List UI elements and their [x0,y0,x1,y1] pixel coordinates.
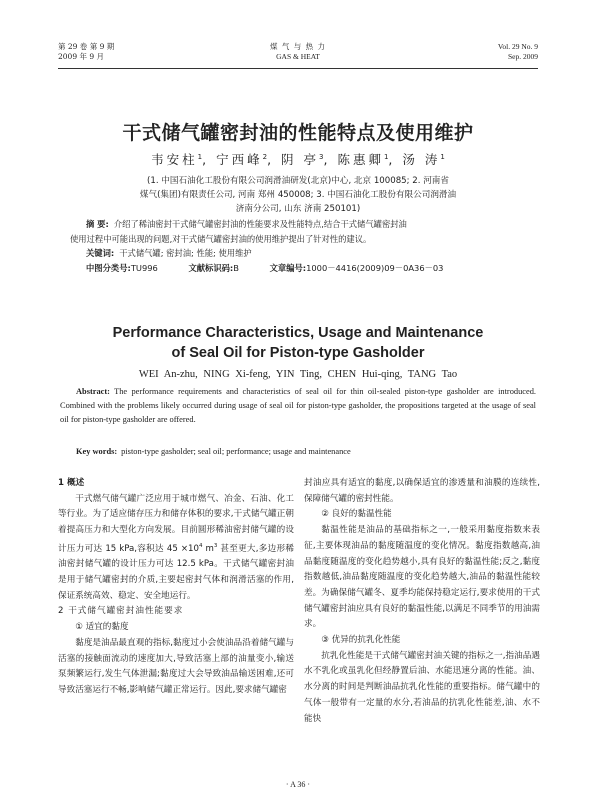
subsection-heading: ② 良好的黏温性能 [321,509,392,520]
date-cn: 2009 年 9 月 [58,52,105,61]
abstract-cn-line: 摘 要: 介绍了稀油密封干式储气罐密封油的性能要求及性能特点,结合干式储气罐密封油 [86,219,407,229]
authors-en: WEI An-zhu, NING Xi-feng, YIN Ting, CHEN Hui-qing, TANG Tao [138,369,458,380]
volume-issue-en: Vol. 29 No. 9 [497,42,538,51]
affiliation-line: 煤气(集团)有限责任公司, 河南 郑州 450008; 3. 中国石油化工股份有限公司润滑油 [139,190,457,200]
classification-row [86,261,518,276]
paragraph: 抗乳化性能是干式储气罐密封油关键的指标之一,指油品遇水不乳化或虽乳化但经静置后油、水能迅速分离的性能。油、水分离的时间是判断油品抗乳化性能的重要指标。储气罐中的气体一般带有一定量的水分,若油品的抗乳化性能差,油、水不能快 [304,650,540,724]
section-heading-1: 1 概述 [58,478,85,488]
author-cn-3: 阴 亭$^3$ [281,152,324,167]
body-column-right [304,476,540,727]
keywords-cn-label: 关键词: [86,248,115,258]
abstract-en-label: Abstract: [76,387,110,396]
author-cn-5: 汤 涛$^1$ [402,152,445,167]
abstract-cn-block [70,217,518,275]
subsection-heading: ③ 优异的抗乳化性能 [321,635,401,646]
paragraph: 干式燃气储气罐广泛应用于城市燃气、冶金、石油、化工等行业。为了适应储存压力和储存体积的要求,干式储气罐正朝着提高压力和大型化方向发展。目前圆形稀油密封储气罐的设计压力可达 15 kPa,容积达 $45 \times 10^4$ $m^3$ 甚至更大,多边形稀油密封储气罐的设计压力可达 12.5 kPa。干式储气罐密封油是用于储气罐密封的介质,主要起密封气体和润滑活塞的作用,保证系统高效、稳定、安全地运行。 [58,493,294,601]
running-header [58,40,538,70]
abstract-en [60,385,536,427]
section-heading-2: 2 干式储气罐密封油性能要求 [58,606,184,617]
author-cn-4: 陈惠卿$^1$ [337,152,389,167]
journal-name-en: GAS & HEAT [276,52,320,61]
author-cn-1: 韦安柱$^1$ [151,152,203,167]
abstract-cn-label: 摘 要: [86,219,109,229]
keywords-en: Key words: piston-type gasholder; seal oil; performance; usage and maintenance [76,447,351,456]
clc-number: 中图分类号:TU996 [86,262,158,273]
paragraph: 黏温性能是油品的基础指标之一,一般采用黏度指数来表征,主要体现油品的黏度随温度的变化情况。黏度指数越高,油品黏度随温度的变化趋势越小,具有良好的黏温性能;反之,黏度指数越低,油品黏度随温度的变化趋势越大,油品的黏温性能较差。为确保储气罐冬、夏季均能保持稳定运行,要求使用的干式储气罐密封油应具有良好的黏温性能,以满足不同季节的用油需求。 [304,525,540,630]
author-cn-2: 宁西峰$^2$ [216,152,268,167]
date-en: Sep. 2009 [508,52,538,61]
paper-title-en: Performance Characteristics, Usage and Maintenance of Seal Oil for Piston-type Gasholder [112,325,484,361]
affiliation-line: (1. 中国石油化工股份有限公司润滑油研发(北京)中心, 北京 100085; 2. 河南省 [147,176,449,186]
abstract-cn-line: 使用过程中可能出现的问题,对干式储气罐密封油的使用维护提出了针对性的建议。 [70,233,372,244]
body-column-left [58,476,294,699]
subsection-heading: ① 适宜的黏度 [75,622,129,633]
paper-title-cn: 干式储气罐密封油的性能特点及使用维护 [122,122,474,144]
abstract-en-text: The performance requirements and characteristics of seal oil for thin oil-sealed piston-type gasholder are introduced. Combined with the problems likely occurred during usage of seal oil for piston-type gasholder, the propositions targeted at the usage of seal oil for piston-type gasholder are offered. [60,387,536,424]
keywords-en-label: Key words: [76,447,118,456]
keywords-cn: 关键词: 干式储气罐; 密封油; 性能; 使用维护 [86,248,252,258]
journal-name-cn: 煤 气 与 热 力 [269,42,327,51]
article-number: 文章编号:1000－4416(2009)09－0A36－03 [269,262,444,273]
header-center [58,42,538,62]
header-rule [58,68,538,69]
authors-cn: 韦安柱$^1$, 宁西峰$^2$, 阴 亭$^3$, 陈惠卿$^1$, 汤 涛$^1$ [151,152,445,167]
header-right [498,42,538,62]
affiliations-cn [70,174,526,216]
paragraph: 黏度是油品最直观的指标,黏度过小会使油品沿着储气罐与活塞的接触面流动的速度加大,导致活塞上部的油量变小,输送泵频繁运行,发生气体泄漏;黏度过大会导致油品输送困难,还可导致活塞运行不畅,影响储气罐正常运行。因此,要求储气罐密 [58,637,294,695]
document-code: 文献标识码:B [188,262,239,273]
affiliation-line: 济南分公司, 山东 济南 250101) [235,204,361,214]
volume-issue-cn: 第 29 卷 第 9 期 [58,42,115,51]
page-number: · A 36 · [285,780,311,789]
paragraph: 封油应具有适宜的黏度,以确保适宜的渗透量和油膜的连续性,保障储气罐的密封性能。 [304,478,540,504]
